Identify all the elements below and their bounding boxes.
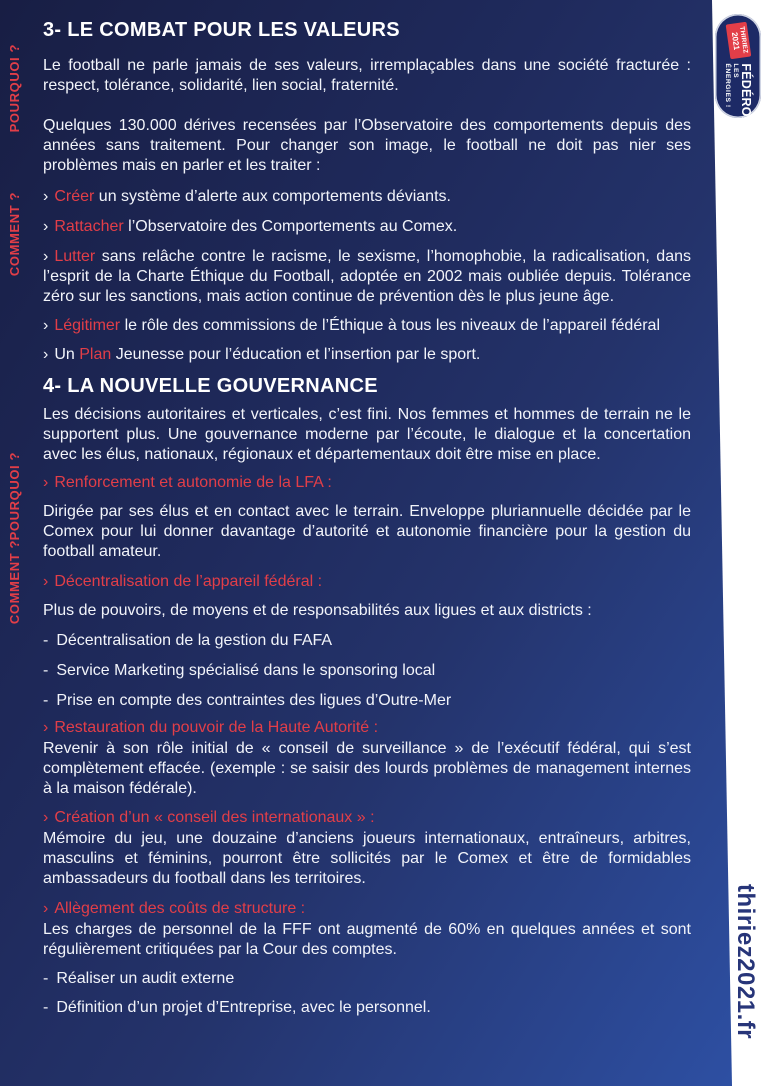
paragraph: Les décisions autoritaires et verticales, c’est fini. Nos femmes et hommes de terrain ne le supportent plus. Une gouvernance moderne par l’écoute, le dialogue et la concertation avec les élus, nationaux, régionaux et départementaux doit être mise en place. bbox=[43, 406, 691, 463]
dash-item bbox=[43, 969, 691, 989]
chevron-icon: › bbox=[43, 573, 49, 590]
bullet-text: l’Observatoire des Comportements au Comex. bbox=[123, 218, 458, 235]
badge-slogan-line1: FÉDÉRONS bbox=[739, 63, 754, 135]
main-content bbox=[43, 0, 691, 1018]
site-url-vertical: thiriez2021.fr bbox=[732, 884, 759, 1040]
dash-icon: - bbox=[43, 999, 49, 1016]
side-label-comment-section3: COMMENT ? bbox=[7, 192, 22, 277]
paragraph: Dirigée par ses élus et en contact avec le terrain. Enveloppe pluriannuelle décidée par le Comex pour lui donner davantage d’autorité et autonomie financière pour la gestion du football amateur. bbox=[43, 503, 691, 560]
dash-text: Service Marketing spécialisé dans le sponsoring local bbox=[56, 662, 436, 679]
dash-text: Réaliser un audit externe bbox=[56, 970, 235, 987]
section-3-title: 3- LE COMBAT POUR LES VALEURS bbox=[43, 19, 400, 41]
chevron-icon: › bbox=[43, 719, 49, 736]
thiriez-2021-badge bbox=[715, 14, 761, 135]
dash-item bbox=[43, 661, 691, 681]
bullet-keyword: Lutter bbox=[54, 248, 96, 265]
bullet-item bbox=[43, 247, 691, 307]
dash-icon: - bbox=[43, 692, 49, 709]
red-subhead-haute-autorite bbox=[43, 718, 691, 738]
side-label-pourquoi-section3: POURQUOI ? bbox=[7, 44, 22, 133]
badge-slogan-line2: LES ÉNERGIES ! bbox=[724, 63, 739, 108]
red-subhead-couts-structure bbox=[43, 899, 691, 919]
bullet-keyword: Rattacher bbox=[54, 218, 124, 235]
paragraph: Le football ne parle jamais de ses valeurs, irremplaçables dans une société fracturée : respect, tolérance, solidarité, lien social, fraternité. bbox=[43, 57, 691, 94]
dash-icon: - bbox=[43, 632, 49, 649]
bullet-item bbox=[43, 217, 691, 237]
subhead-text: Restauration du pouvoir de la Haute Autorité : bbox=[54, 719, 379, 736]
red-subhead-lfa bbox=[43, 473, 691, 493]
subhead-text: Allègement des coûts de structure : bbox=[54, 900, 306, 917]
bullet-text: sans relâche contre le racisme, le sexisme, l’homophobie, la radicalisation, dans l’esprit de la Charte Éthique du Football, adoptée en 2002 mais oubliée depuis. Tolérance zéro sur les sanctions, mais action continue de prévention dès le plus jeune âge. bbox=[43, 248, 691, 305]
dash-item bbox=[43, 691, 691, 711]
side-label-pourquoi-section4: POURQUOI ? bbox=[7, 452, 22, 541]
bullet-pre: Un bbox=[54, 346, 80, 363]
bullet-keyword: Légitimer bbox=[54, 317, 121, 334]
subhead-text: Décentralisation de l’appareil fédéral : bbox=[54, 573, 323, 590]
dash-item bbox=[43, 998, 691, 1018]
paragraph: Plus de pouvoirs, de moyens et de responsabilités aux ligues et aux districts : bbox=[43, 602, 592, 619]
dash-item bbox=[43, 631, 691, 651]
bullet-text: Jeunesse pour l’éducation et l’insertion par le sport. bbox=[111, 346, 481, 363]
paragraph: Quelques 130.000 dérives recensées par l’Observatoire des comportements depuis des années sans traitement. Pour changer son image, le football ne doit pas nier ses problèmes mais en parler et les traiter : bbox=[43, 117, 691, 174]
badge-slogan bbox=[724, 63, 754, 135]
bullet-keyword: Plan bbox=[79, 346, 112, 363]
badge-thiriez-label: THIRIEZ bbox=[737, 25, 749, 55]
badge-year-label: 2021 bbox=[729, 31, 742, 51]
chevron-icon: › bbox=[43, 809, 49, 826]
dash-text: Prise en compte des contraintes des ligues d’Outre-Mer bbox=[56, 692, 452, 709]
chevron-icon: › bbox=[43, 900, 49, 917]
chevron-icon: › bbox=[43, 317, 49, 334]
bullet-item bbox=[43, 345, 691, 365]
chevron-icon: › bbox=[43, 346, 49, 363]
subhead-text: Renforcement et autonomie de la LFA : bbox=[54, 474, 332, 491]
bullet-item bbox=[43, 316, 691, 336]
subhead-text: Création d’un « conseil des internationaux » : bbox=[54, 809, 375, 826]
dash-icon: - bbox=[43, 662, 49, 679]
paragraph: Mémoire du jeu, une douzaine d’anciens joueurs internationaux, entraîneurs, arbitres, masculins et féminins, pourront être sollicités par le Comex et être de formidables ambassadeurs du football dans les territoires. bbox=[43, 830, 691, 887]
red-subhead-conseil-internationaux bbox=[43, 808, 691, 828]
red-subhead-decentralisation bbox=[43, 572, 691, 592]
bullet-item bbox=[43, 187, 691, 207]
chevron-icon: › bbox=[43, 218, 49, 235]
section-4-title: 4- LA NOUVELLE GOUVERNANCE bbox=[43, 375, 378, 397]
bullet-text: un système d’alerte aux comportements déviants. bbox=[94, 188, 451, 205]
dash-text: Définition d’un projet d’Entreprise, avec le personnel. bbox=[56, 999, 431, 1016]
dash-icon: - bbox=[43, 970, 49, 987]
bullet-keyword: Créer bbox=[54, 188, 95, 205]
badge-thiriez-year-box bbox=[725, 22, 751, 60]
side-label-comment-section4: COMMENT ? bbox=[7, 540, 22, 625]
dash-text: Décentralisation de la gestion du FAFA bbox=[56, 632, 333, 649]
chevron-icon: › bbox=[43, 474, 49, 491]
chevron-icon: › bbox=[43, 188, 49, 205]
bullet-text: le rôle des commissions de l’Éthique à tous les niveaux de l’appareil fédéral bbox=[120, 317, 660, 334]
paragraph: Les charges de personnel de la FFF ont augmenté de 60% en quelques années et sont régulièrement critiquées par la Cour des comptes. bbox=[43, 921, 691, 958]
chevron-icon: › bbox=[43, 248, 49, 265]
paragraph: Revenir à son rôle initial de « conseil de surveillance » de l’exécutif fédéral, qui s’est complètement effacée. (exemple : se saisir des lourds problèmes de management internes à la maison fédérale). bbox=[43, 740, 691, 797]
